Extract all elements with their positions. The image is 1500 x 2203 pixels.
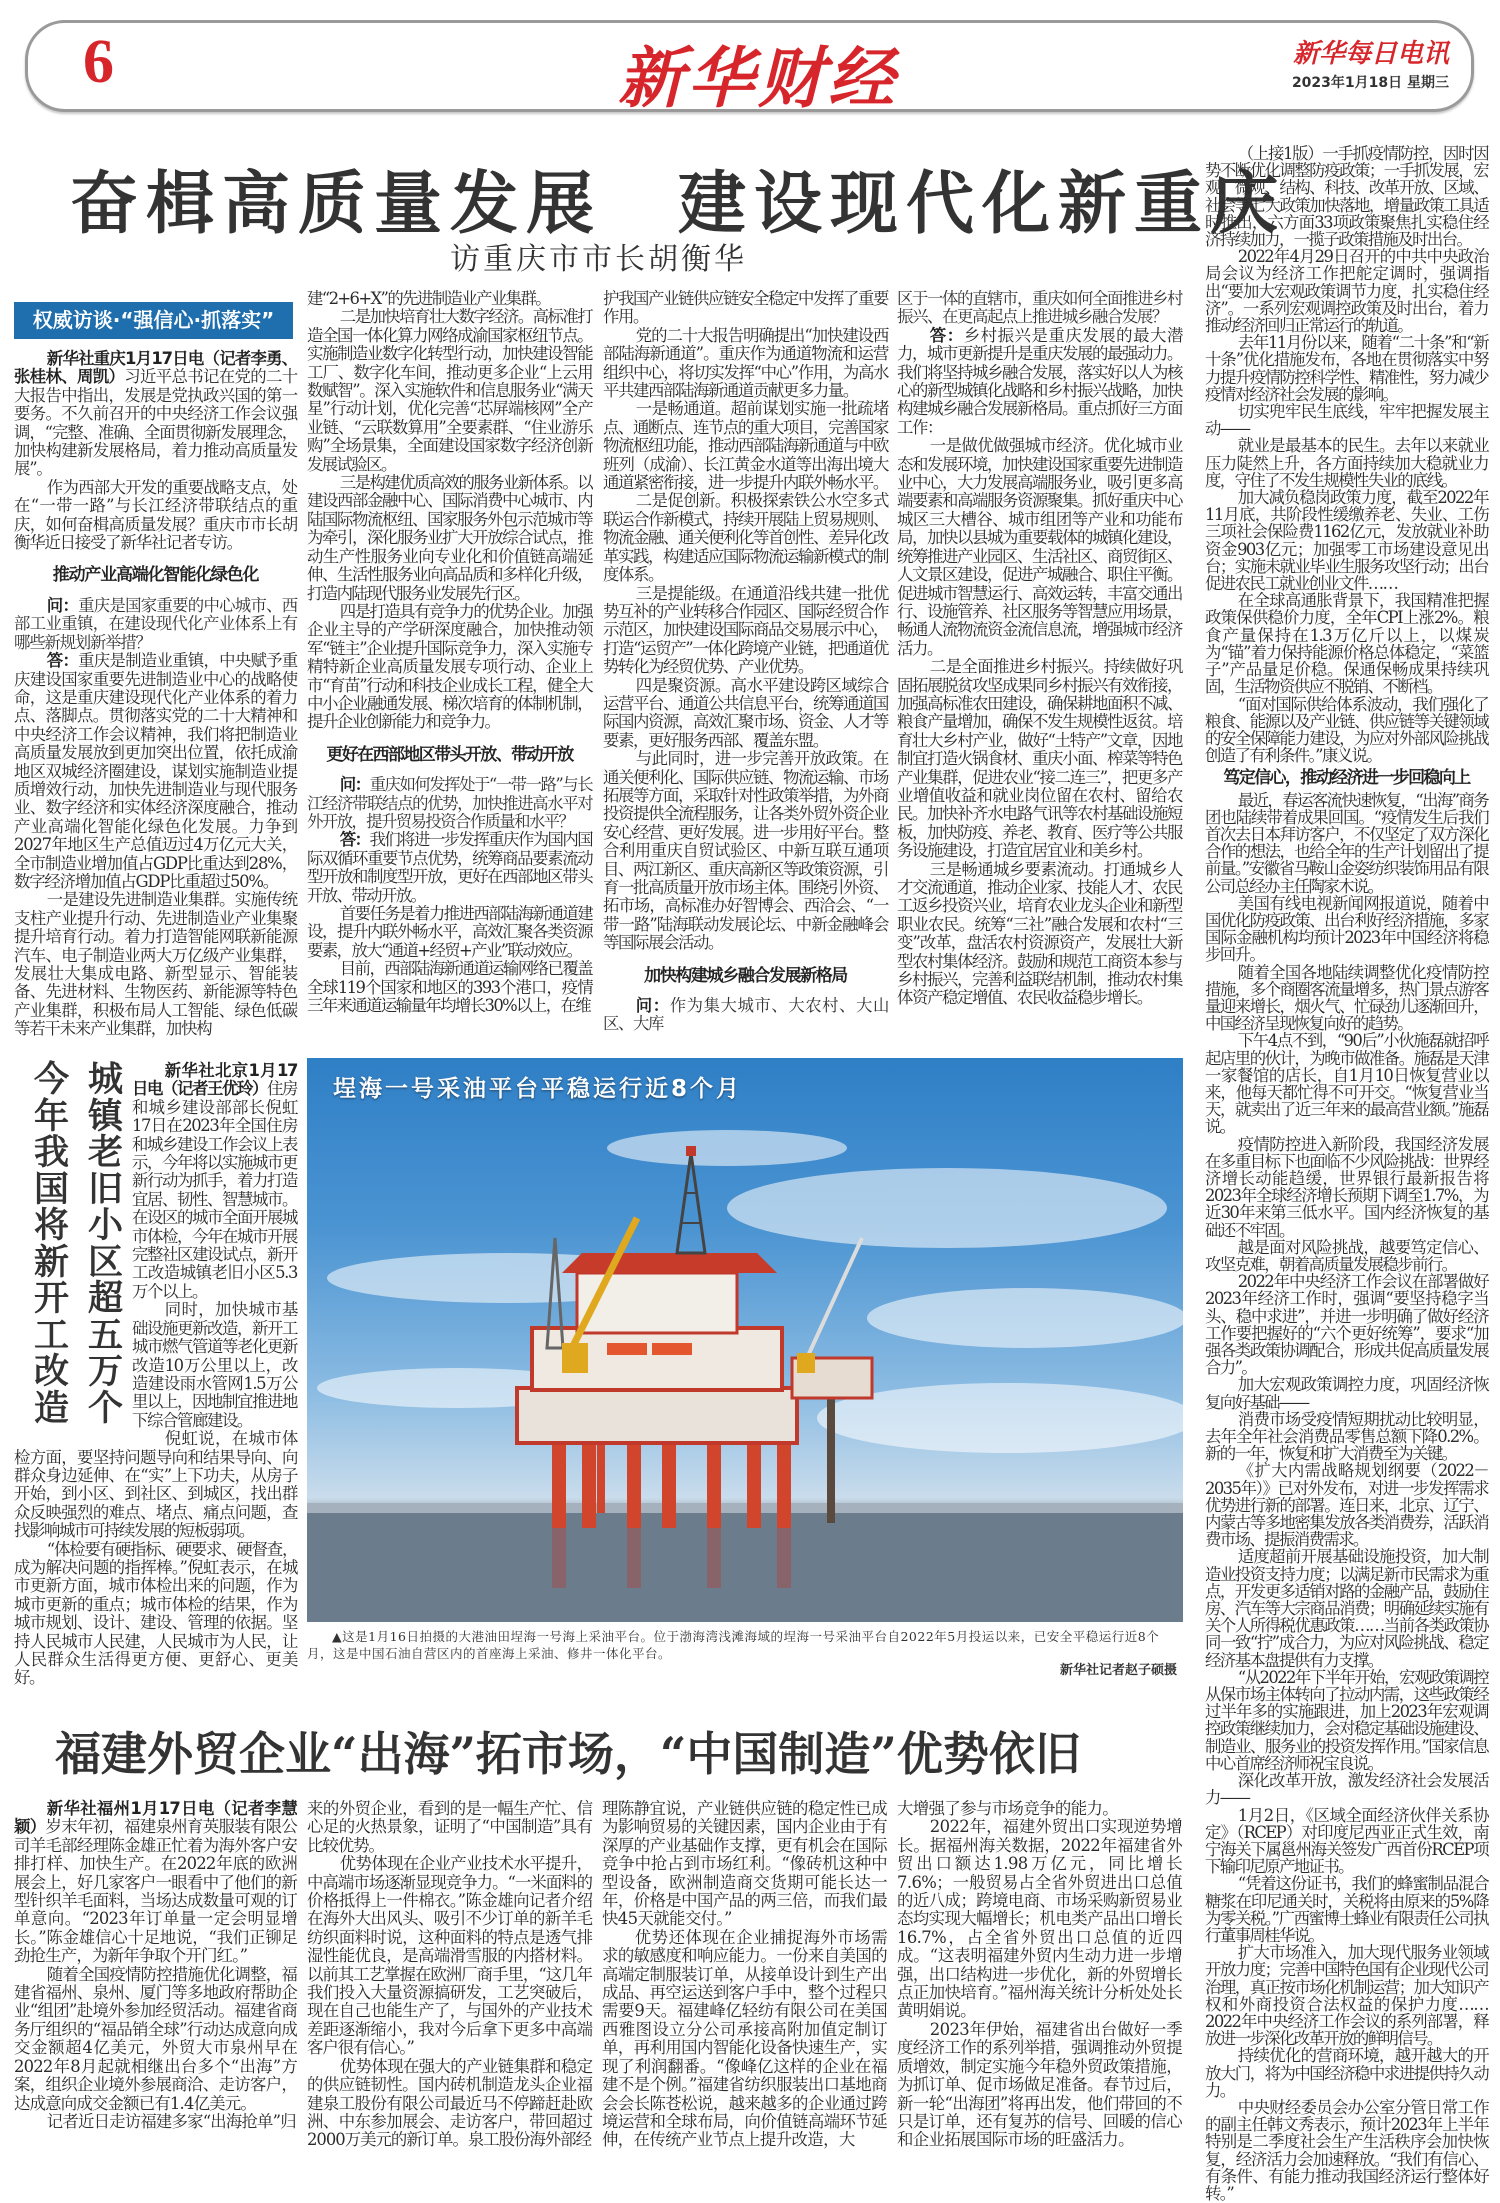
paragraph-text: 2023年伊始，福建省出台做好一季度经济工作的系列举措，强调推动外贸提质增效，制定实施今年稳外贸政策措施，为抓订单、促市场做足准备。春节过后，新一轮“出海团”将再出发，他们带回的不只是订单，还有复苏的信号、回暖的信心和企业拓展国际市场的旺盛活力。 (897, 2019, 1182, 2150)
article-paragraph (602, 1929, 887, 2150)
paragraph-text: 优势体现在强大的产业链集群和稳定的供应链韧性。国内砖机制造龙头企业福建泉工股份有限公司最近马不停蹄赶赴欧洲、中东参加展会、走访客户，带回超过2000万美元的新订单。泉工股份海外部经 (307, 2056, 592, 2150)
housing-article-title (14, 1059, 132, 1434)
fujian-column-3 (602, 1800, 887, 2150)
paragraph-text: 重庆是制造业重镇，中央赋予重庆建设国家重要先进制造业中心的战略使命，这是重庆建设现代化产业体系的着力点、落脚点。贯彻落实党的二十大精神和中央经济工作会议精神，我们将把制造业高质量发展放到更加突出位置，依托成渝地区双城经济圈建设，谋划实施制造业提质增效行动，加快先进制造业与现代服务业、数字经济和实体经济深度融合，推动产业高端化智能化绿色化发展。力争到2027年地区生产总值迈过4万亿元大关，全市制造业增加值占GDP比重达到28%，数字经济增加值占GDP比重超过50%。 (14, 651, 297, 891)
article-paragraph (603, 400, 888, 492)
article-paragraph (1205, 1669, 1488, 1772)
article-paragraph (1205, 1875, 1488, 1944)
paragraph-text: 2022年4月29日召开的中共中央政治局会议为经济工作把舵定调时，强调指出“要加大宏观政策调节力度，扎实稳住经济”。一系列宏观调控政策及时出台，着力推动经济回归正常运行的轨道。 (1205, 247, 1488, 336)
section-subheading (603, 967, 888, 985)
section-subheading (14, 566, 297, 584)
paragraph-text: 大增强了参与市场竞争的能力。 (897, 1799, 1119, 1818)
paragraph-text: 四是聚资源。高水平建设跨区域综合运营平台、通道公共信息平台，统筹通道国际国内资源，高效汇聚市场、资金、人才等要素，更好服务西部、覆盖东盟。 (603, 675, 888, 750)
paragraph-text: 1月2日，《区域全面经济伙伴关系协定》（RCEP）对印度尼西亚正式生效，南宁海关下属邕州海关签发广西首份RCEP项下输印尼原产地证书。 (1205, 1805, 1488, 1877)
paragraph-text: “从2022年下半年开始，宏观政策调控从保市场主体转向了拉动内需，这些政策经过半年多的实施跟进，加上2023年宏观调控政策继续加力，会对稳定基础设施建设、制造业、服务业的投资发挥作用。”国家信息中心首席经济师祝宝良说。 (1205, 1667, 1488, 1773)
article-paragraph (603, 677, 888, 751)
article-paragraph (1205, 964, 1488, 1033)
paragraph-text: 倪虹说，在城市体检方面，要坚持问题导向和结果导向、向群众身边延伸、在“实”上下功夫，从房子开始，到小区、到社区、到城区，找出群众反映强烈的难点、堵点、痛点问题，查找影响城市可持续发展的短板弱项。 (14, 1429, 297, 1541)
paragraph-text: 推动产业高端化智能化绿色化 (52, 565, 259, 586)
interview-question (14, 597, 297, 652)
paper-name: 新华每日电讯 (1292, 39, 1449, 69)
article-paragraph (307, 308, 592, 474)
main-headline: 奋楫高质量发展 建设现代化新重庆 (70, 165, 1287, 244)
fujian-column-2 (307, 1800, 592, 2150)
section-subheading (1205, 770, 1488, 787)
article-paragraph (14, 1430, 297, 1540)
paragraph-text: 扩大市场准入，加大现代服务业领域开放力度；完善中国特色国有企业现代公司治理，真正按市场化机制运营；加大知识产权和外商投资合法权益的保护力度……2022年中央经济工作会议的系列部署，释放进一步深化改革开放的鲜明信号。 (1205, 1943, 1488, 2049)
paragraph-text: 持续优化的营商环境，越开越大的开放大门，将为中国经济稳中求进提供持久动力。 (1205, 2046, 1488, 2100)
fujian-headline: 福建外贸企业“出海”拓市场，“中国制造”优势依旧 (55, 1727, 1081, 1781)
photo-caption: ▲这是1月16日拍摄的大港油田埕海一号海上采油平台。位于渤海湾浅滩海域的埕海一号采油平台自2022年5月投运以来，已安全平稳运行近8个月，这是中国石油自营区内的首座海上采油、修井一体化平台。 (307, 1629, 1160, 1661)
paragraph-text: 深化改革开放，激发经济社会发展活力—— (1205, 1771, 1488, 1808)
article-paragraph (603, 750, 888, 952)
article-paragraph (1205, 1411, 1488, 1463)
paper-logo (1292, 33, 1449, 92)
article-paragraph (897, 658, 1182, 860)
article-paragraph (1205, 592, 1488, 695)
article-paragraph (897, 1818, 1182, 2020)
interview-question (897, 290, 1182, 327)
article-paragraph (1205, 1462, 1488, 1548)
paragraph-lead: 答： (339, 830, 370, 850)
article-paragraph (603, 290, 888, 327)
paragraph-text: 我们将进一步发挥重庆作为国内国际双循环重要节点优势，统筹商品要素流动型开放和制度型开放，更好在西部地区带头开放、带动开放。 (307, 830, 592, 905)
paragraph-text: 三是提能级。在通道沿线共建一批优势互补的产业转移合作园区、国际经贸合作示范区，加快建设国际商品交易展示中心，打造“运贸产”一体化跨境产业链，把通道优势转化为经贸优势、产业优势。 (603, 583, 888, 677)
paragraph-text: 来的外贸企业，看到的是一幅生产忙、信心足的火热景象，证明了“中国制造”具有比较优势。 (307, 1799, 592, 1855)
paragraph-text: 越是面对风险挑战，越要笃定信心、攻坚克难，朝着高质量发展稳步前行。 (1205, 1237, 1488, 1274)
oil-platform-illustration (307, 1058, 1183, 1622)
article-paragraph (1205, 437, 1488, 489)
article-paragraph (897, 437, 1182, 658)
article-paragraph (307, 474, 592, 603)
article-paragraph (603, 327, 888, 401)
photo-caption-block (307, 1628, 1183, 1679)
paragraph-text: 二是加快培育壮大数字经济。高标准打造全国一体化算力网络成渝国家枢纽节点。实施制造业数字化转型行动，加快建设智能工厂、数字化车间，推动更多企业“上云用数赋智”。深入实施软件和信息服务业“满天星”行动计划，优化完善“芯屏端核网”全产业链、“云联数算用”全要素群、“住业游乐购”全场景集，全面建设国家数字经济创新发展试验区。 (307, 307, 592, 474)
article-paragraph (307, 960, 592, 1015)
paragraph-text: 与此同时，进一步完善开放政策。在通关便利化、国际供应链、物流运输、市场拓展等方面，采取针对性政策举措，为外商投资提供全流程服务，让各类外贸外资企业安心经营、更好发展。进一步用好平台。整合利用重庆自贸试验区、中新互联互通项目、两江新区、重庆高新区等政策资源，引育一批高质量开放市场主体。围绕引外资、拓市场，高标准办好智博会、西洽会、“一带一路”陆海联动发展论坛、中新金融峰会等国际展会活动。 (603, 749, 888, 953)
article-paragraph (1205, 1032, 1488, 1135)
photo-title: 埕海一号采油平台平稳运行近8个月 (333, 1076, 743, 1102)
paragraph-text: 最近，春运客流快速恢复，“出海”商务团也陆续带着成果回国。“疫情发生后我们首次去日本拜访客户，不仅坚定了双方深化合作的想法，也给全年的生产计划留出了提前量。”安徽省马鞍山金姿纺织装饰用品有限公司总经办主任陶家木说。 (1205, 790, 1489, 896)
paragraph-text: 一是畅通道。超前谋划实施一批疏堵点、通断点、连节点的重大项目，完善国家物流枢纽功能，推动西部陆海新通道与中欧班列（成渝）、长江黄金水道等出海出境大通道紧密衔接，进一步提升内联外畅水平。 (603, 399, 888, 493)
paragraph-lead: 问： (635, 996, 670, 1016)
interview-question (603, 997, 888, 1034)
paragraph-text: 二是促创新。积极探索铁公水空多式联运合作新模式，持续开展陆上贸易规则、物流金融、通关便利化等首创性、差异化改革实践，构建适应国际物流运输新模式的制度体系。 (603, 491, 888, 585)
article-paragraph (307, 1800, 592, 1855)
paragraph-text: 加快构建城乡融合发展新格局 (644, 965, 847, 986)
paragraph-text: 理陈静宜说，产业链供应链的稳定性已成为影响贸易的关键因素，国内企业由于有深厚的产业基础作支撑，更有机会在国际竞争中抢占到市场红利。“像砖机这种中型设备，欧洲制造商交货期可能长达一年，价格是中国产品的两三倍，而我们最快45天就能交付。” (602, 1799, 887, 1929)
article-paragraph (1205, 1136, 1488, 1239)
paragraph-lead: 问： (46, 595, 79, 615)
paragraph-text: 适度超前开展基础设施投资，加大制造业投资支持力度；以满足新市民需求为重点，开发更多适销对路的金融产品，鼓励住房、汽车等大宗商品消费；明确延续实施有关个人所得税优惠政策……当前各类政策协同一致“拧”成合力，为应对风险挑战、稳定经济基本盘提供有力支撑。 (1205, 1547, 1488, 1670)
article-paragraph (307, 831, 592, 905)
paragraph-text: 疫情防控进入新阶段，我国经济发展在多重目标下也面临不少风险挑战：世界经济增长动能趋缓，世界银行最新报告将2023年全球经济增长预期下调至1.7%，为近30年来第三低水平。国内经济恢复的基础还不牢固。 (1205, 1134, 1488, 1240)
article-paragraph (14, 891, 297, 1038)
paragraph-text: 优势体现在企业产业技术水平提升，中高端市场逐渐显现竞争力。“一米面料的价格抵得上一件棉衣。”陈金雄向记者介绍在海外大出风头、吸引不少订单的新羊毛纺织面料时说，这种面料的特点是透气排湿性能优良，是高端滑雪服的内搭材料。以前其工艺掌握在欧洲厂商手里，“这几年我们投入大量资源搞研发，工艺突破后，现在自己也能生产了，与国外的产业技术差距逐渐缩小，我对今后拿下更多中高端客户很有信心。” (307, 1854, 592, 2058)
interview-question (307, 776, 592, 831)
paragraph-text: 区于一体的直辖市，重庆如何全面推进乡村振兴、在更高起点上推进城乡融合发展？ (897, 289, 1182, 327)
article-paragraph (1205, 403, 1488, 437)
paragraph-text: 随着全国疫情防控措施优化调整，福建省福州、泉州、厦门等多地政府帮助企业“组团”赴境外参加经贸活动。福建省商务厅组织的“福品销全球”行动达成意向成交金额超4亿美元，外贸大市泉州早在2022年8月起就相继出台多个“出海”方案，组织企业境外参展商洽、走访客户，达成意向成交金额已有1.4亿美元。 (14, 1964, 297, 2113)
paragraph-text: 切实兜牢民生底线，牢牢把握发展主动—— (1205, 402, 1488, 439)
paragraph-text: “面对国际供给体系波动，我们强化了粮食、能源以及产业链、供应链等关键领域的安全保障能力建设，为应对外部风险挑战创造了有利条件。”康义说。 (1205, 694, 1488, 766)
paragraph-lead: 新华社重庆1月17日电（记者李勇、张桂林、周凯） (14, 349, 297, 387)
fujian-column-4 (897, 1800, 1182, 2150)
paragraph-text: 岁末年初，福建泉州育英服装有限公司羊毛部经理陈金雄正忙着为海外客户安排打样、加快生产。在2022年底的欧洲展会上，好几家客户一眼看中了他们的新型针织羊毛面料，当场达成数量可观的订单意向。“2023年订单量一定会明显增长。”陈金雄信心十足地说，“我们正铆足劲抢生产，为新年争取个开门红。” (14, 1817, 297, 1966)
paragraph-text: 记者近日走访福建多家“出海抢单”归 (46, 2111, 296, 2131)
article-paragraph (307, 603, 592, 732)
photo-credit: 新华社记者赵子硕摄 (1059, 1663, 1177, 1678)
article-paragraph (603, 492, 888, 584)
section-subheading (307, 746, 592, 764)
article-paragraph (1205, 489, 1488, 592)
interview-column-1 (14, 350, 297, 1039)
paragraph-text: 加大宏观政策调控力度，巩固经济恢复向好基础—— (1205, 1375, 1488, 1412)
column-tag-banner: 权威访谈·“强信心·抓落实” (14, 302, 293, 339)
article-paragraph (307, 2058, 592, 2150)
paragraph-text: 中央财经委员会办公室分管日常工作的副主任韩文秀表示，预计2023年上半年特别是二季度社会生产生活秩序会加快恢复，经济活力会加速释放。“我们有信心、有条件、有能力推动我国经济运行整体好转。” (1205, 2097, 1488, 2203)
paragraph-lead: 新华社北京1月17日电（记者王优玲） (132, 1061, 297, 1099)
article-paragraph (603, 585, 888, 677)
article-paragraph (14, 479, 297, 553)
article-paragraph (14, 652, 297, 891)
paragraph-lead: 问： (339, 775, 370, 795)
article-paragraph (307, 905, 592, 960)
paragraph-text: 笃定信心，推动经济进一步回稳向上 (1223, 768, 1470, 789)
issue-date: 2023年1月18日 星期三 (1291, 75, 1449, 91)
article-paragraph (1205, 1239, 1488, 1273)
paragraph-text: 《扩大内需战略规划纲要（2022－2035年）》已对外发布，对进一步发挥需求优势进行新的部署。连日来，北京、辽宁、内蒙古等多地密集发放各类消费券，活跃消费市场、提振消费需求。 (1205, 1461, 1488, 1550)
paragraph-text: 一是做优做强城市经济。优化城市业态和发展环境，加快建设国家重要先进制造业中心，大力发展高端服务业，吸引更多高端要素和高端服务资源聚集。抓好重庆中心城区三大槽谷、城市组团等产业和功能布局，加快以县城为重要载体的城镇化建设，统筹推进产业园区、生活社区、商贸街区、人文景区建设，促进产城融合、职住平衡。促进城市智慧运行、高效运转，丰富交通出行、设施管养、社区服务等智慧应用场景，畅通人流物流资金流信息流，增强城市经济活力。 (897, 436, 1182, 658)
economy-article-column (1205, 145, 1488, 2202)
paragraph-text: 就业是最基本的民生。去年以来就业压力陡然上升，各方面持续加大稳就业力度，守住了不发生规模性失业的底线。 (1205, 436, 1488, 490)
paragraph-text: 消费市场受疫情短期扰动比较明显，去年全年社会消费品零售总额下降0.2%。新的一年，恢复和扩大消费至为关键。 (1205, 1409, 1488, 1464)
paragraph-text: 乡村振兴是重庆发展的最大潜力，城市更新提升是重庆发展的最强动力。我们将坚持城乡融合发展，落实好以人为核心的新型城镇化战略和乡村振兴战略，加快构建城乡融合发展新格局。重点抓好三方面工作： (897, 325, 1182, 437)
interview-column-3 (603, 290, 888, 1034)
article-paragraph (1205, 334, 1488, 403)
page-masthead (25, 20, 1474, 117)
paragraph-text: 护我国产业链供应链安全稳定中发挥了重要作用。 (603, 289, 888, 327)
paragraph-text: 优势还体现在企业捕捉海外市场需求的敏感度和响应能力。一份来自美国的高端定制服装订单，从接单设计到生产出成品、再空运送到客户手中，整个过程只需要9天。福建峰亿轻纺有限公司在美国西雅图设立分公司承接高附加值定制订单，再利用国内智能化设备快速生产，实现了利润翻番。“像峰亿这样的企业在福建不是个例。”福建省纺织服装出口基地商会会长陈苍松说，越来越多的企业通过跨境运营和全球布局，向价值链高端环节延伸，在传统产业节点上提升改造，大 (602, 1927, 887, 2150)
housing-title-line-1: 今年我国将新开工改造 (34, 1059, 68, 1429)
article-paragraph (897, 1800, 1182, 1818)
article-paragraph (897, 2021, 1182, 2150)
paragraph-text: “凭着这份证书，我们的蜂蜜制品混合糖浆在印尼通关时，关税将由原来的5%降为零关税。”广西蜜博士蜂业有限责任公司执行董事周桂华说。 (1205, 1874, 1488, 1945)
article-paragraph (897, 327, 1182, 437)
article-paragraph (14, 350, 297, 479)
article-paragraph (14, 1966, 297, 2113)
paragraph-text: 习近平总书记在党的二十大报告中指出，发展是党执政兴国的第一要务。不久前召开的中央经济工作会议强调，“完整、准确、全面贯彻新发展理念，加快构建新发展格局，着力推动高质量发展”。 (14, 367, 297, 479)
paragraph-text: 在全球高通胀背景下，我国精准把握政策保供稳价力度，全年CPI上涨2%。粮食产量保持在1.3万亿斤以上，以煤炭为“锚”着力保持能源价格总体稳定，“菜篮子”产品量足价稳。保通保畅成果持续巩固，生活物资供应不脱销、不断档。 (1205, 591, 1488, 697)
paragraph-text: 更好在西部地区带头开放、带动开放 (326, 744, 573, 765)
paragraph-text: 2022年，福建外贸出口实现逆势增长。据福州海关数据，2022年福建省外贸出口额达1.98万亿元，同比增长7.6%；一般贸易占全省外贸进出口总值的近八成；跨境电商、市场采购新贸易业态均实现大幅增长；机电类产品出口增长16.7%，占全省外贸出口总值的近四成。“这表明福建外贸内生动力进一步增强，出口结构进一步优化，新的外贸增长点正加快培育。”福州海关统计分析处处长黄明娟说。 (897, 1817, 1182, 2021)
paragraph-text: 去年11月份以来，随着“二十条”和“新十条”优化措施发布，各地在贯彻落实中努力提升疫情防控科学性、精准性，努力减少疫情对经济社会发展的影响。 (1205, 333, 1488, 404)
paragraph-text: 党的二十大报告明确提出“加快建设西部陆海新通道”。重庆作为通道物流和运营组织中心，将切实发挥“中心”作用，为高水平共建西部陆海新通道贡献更多力量。 (603, 325, 888, 401)
main-subheadline: 访重庆市市长胡衡华 (450, 242, 747, 277)
paragraph-text: 三是构建优质高效的服务业新体系。以建设西部金融中心、国际消费中心城市、内陆国际物流枢纽、国家服务外包示范城市等为牵引，深化服务业扩大开放综合试点，推动生产性服务业向专业化和价值链高端延伸、生活性服务业向高品质和多样化升级，打造内陆现代服务业发展先行区。 (307, 473, 592, 603)
article-paragraph (14, 1541, 297, 1688)
paragraph-text: 随着全国各地陆续调整优化疫情防控措施，多个商圈客流量增多，热门景点游客量迎来增长，烟火气、忙碌劲儿逐渐回升，中国经济呈现恢复向好的趋势。 (1205, 962, 1488, 1034)
article-paragraph (1205, 696, 1488, 765)
article-paragraph (1205, 1376, 1488, 1410)
article-paragraph (1205, 1273, 1488, 1376)
article-paragraph (602, 1800, 887, 1929)
article-paragraph (1205, 792, 1488, 895)
housing-title-line-2: 城镇老旧小区超五万个 (88, 1059, 122, 1429)
article-paragraph (14, 2113, 297, 2131)
paragraph-text: 三是畅通城乡要素流动。打通城乡人才交流通道，推动企业家、技能人才、农民工返乡投资兴业，培育农业龙头企业和新型职业农民。统筹“三社”融合发展和农村“三变”改革，盘活农村资源资产，发展壮大新型农村集体经济。鼓励和规范工商资本参与乡村振兴，完善利益联结机制，推动农村集体资产稳定增值、农民收益稳步增长。 (897, 859, 1182, 1008)
article-paragraph (1205, 248, 1488, 334)
paragraph-text: 目前，西部陆海新通道运输网络已覆盖全球119个国家和地区的393个港口，疫情三年来通道运输量年均增长30%以上，在维 (307, 959, 592, 1016)
paragraph-text: （上接1版）一手抓疫情防控，因时因势不断优化调整防疫政策；一手抓发展，宏观、微观、结构、科技、改革开放、区域、社会等七大政策加快落地，增量政策工具适时推出，六方面33项政策聚焦扎实稳住经济持续加力，一揽子政策措施及时出台。 (1205, 144, 1488, 250)
paragraph-text: “体检要有硬指标、硬要求、硬督查，成为解决问题的指挥棒。”倪虹表示，在城市更新方面，城市体检出来的问题，作为城市更新的重点；城市体检的结果，作为城市规划、设计、建设、管理的依据。坚持人民城市人民建，人民城市为人民，让人民群众生活得更方便、更舒心、更美好。 (14, 1539, 297, 1688)
page-number: 6 (83, 28, 114, 96)
article-paragraph (1205, 895, 1488, 964)
fujian-column-1 (14, 1800, 297, 2131)
article-paragraph (1205, 1772, 1488, 1806)
paragraph-lead: 答： (46, 651, 79, 671)
article-paragraph (307, 290, 592, 308)
paragraph-text: 重庆如何发挥处于“一带一路”与长江经济带联结点的优势，加快推进高水平对外开放，提升贸易投资合作质量和水平？ (307, 775, 592, 831)
article-paragraph (1205, 145, 1488, 248)
interview-column-4 (897, 290, 1182, 1008)
article-paragraph (1205, 1807, 1488, 1876)
article-paragraph (1205, 1548, 1488, 1668)
article-paragraph (1205, 1944, 1488, 2047)
article-paragraph (307, 1855, 592, 2057)
paragraph-text: 2022年中央经济工作会议在部署做好2023年经济工作时，强调“要坚持稳字当头、稳中求进”，并进一步明确了做好经济工作要把握好的“六个更好统筹”，要求“加强各类政策协调配合，形成共促高质量发展合力”。 (1205, 1272, 1488, 1378)
paragraph-text: 下午4点不到，“90后”小伙施磊就招呼起店里的伙计，为晚市做准备。施磊是天津一家餐馆的店长，自1月10日恢复营业以来，他每天都忙得不可开交。“恢复营业当天，就卖出了近三年来的最高营业额。”施磊说。 (1205, 1031, 1488, 1137)
article-paragraph (897, 861, 1182, 1008)
paragraph-text: 重庆是国家重要的中心城市、西部工业重镇，在建设现代化产业体系上有哪些新规划新举措？ (14, 595, 297, 652)
paragraph-lead: 新华社福州1月17日电（记者李慧颖） (14, 1799, 297, 1837)
paragraph-text: 同时，加快城市基础设施更新改造，新开工城市燃气管道等老化更新改造10万公里以上，改造建设雨水管网1.5万公里以上，因地制宜推进地下综合管廊建设。 (132, 1300, 297, 1430)
paragraph-text: 美国有线电视新闻网报道说，随着中国优化防疫政策、出台利好经济措施，多家国际金融机构均预计2023年中国经济将稳步回升。 (1205, 893, 1488, 965)
housing-article (14, 1059, 297, 1688)
interview-column-2 (307, 290, 592, 1015)
section-title-logo: 新华财经 (618, 39, 898, 117)
paragraph-text: 二是全面推进乡村振兴。持续做好巩固拓展脱贫攻坚成果同乡村振兴有效衔接，加强高标准农田建设，确保耕地面积不减、粮食产量增加，确保不发生规模性返贫。培育壮大乡村产业，做好“土特产”文章，因地制宜打造火锅食材、重庆小面、榨菜等特色产业集群，促进农业“接二连三”，把更多产业增值收益和就业岗位留在农村、留给农民。加快补齐水电路气讯等农村基础设施短板，加快防疫、养老、教育、医疗等公共服务设施建设，打造宜居宜业和美乡村。 (897, 657, 1182, 861)
paragraph-text: 四是打造具有竞争力的优势企业。加强企业主导的产学研深度融合，加快推动领军“链主”企业提升国际竞争力，深入实施专精特新企业高质量发展专项行动、企业上市“育苗”行动和科技企业成长工程，健全大中小企业融通发展、梯次培育的体制机制，提升企业创新能力和竞争力。 (307, 601, 592, 732)
paragraph-text: 加大减负稳岗政策力度，截至2022年11月底，共阶段性缓缴养老、失业、工伤三项社会保险费1162亿元，发放就业补助资金903亿元；加强零工市场建设意见出台；实施未就业毕业生服务攻坚行动；出台促进农民工就业创业文件…… (1205, 488, 1488, 594)
paragraph-lead: 答： (929, 325, 964, 345)
paragraph-text: 作为西部大开发的重要战略支点，处在“一带一路”与长江经济带联结点的重庆，如何奋楫高质量发展？重庆市市长胡衡华近日接受了新华社记者专访。 (14, 477, 297, 553)
paragraph-text: 住房和城乡建设部部长倪虹17日在2023年全国住房和城乡建设工作会议上表示，今年将以实施城市更新行动为抓手，着力打造宜居、韧性、智慧城市。在设区的城市全面开展城市体检，今年在城市开展完整社区建设试点，新开工改造城镇老旧小区5.3万个以上。 (132, 1079, 297, 1301)
paragraph-text: 建“2+6+X”的先进制造业产业集群。 (307, 289, 551, 308)
article-paragraph (1205, 2047, 1488, 2099)
paragraph-text: 首要任务是着力推进西部陆海新通道建设，提升内联外畅水平，高效汇聚各类资源要素，放大“通道+经贸+产业”联动效应。 (307, 904, 592, 960)
article-paragraph (1205, 2099, 1488, 2202)
article-paragraph (14, 1800, 297, 1966)
oil-platform-photo (307, 1058, 1183, 1622)
paragraph-text: 作为集大城市、大农村、大山区、大库 (603, 996, 888, 1034)
paragraph-text: 一是建设先进制造业集群。实施传统支柱产业提升行动、先进制造业产业集聚提升培育行动。着力打造智能网联新能源汽车、电子制造业两大万亿级产业集群，发展壮大集成电路、新型显示、智能装备、先进材料、生物医药、新能源等特色产业集群，积极布局人工智能、绿色低碳等若干未来产业集群，加快构 (14, 890, 297, 1039)
